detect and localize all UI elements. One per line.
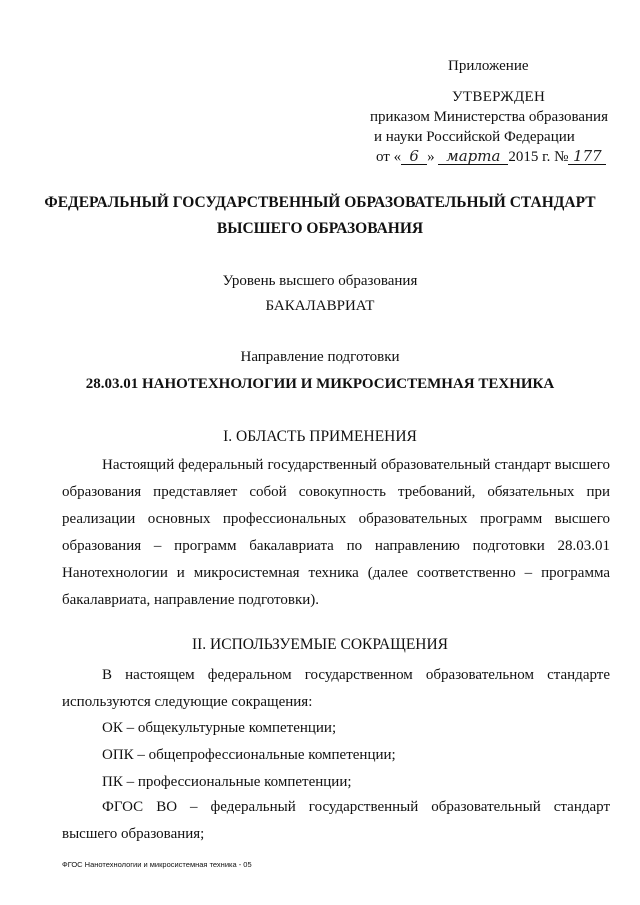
abbreviation-item-pk: ПК – профессиональные компетенции; <box>102 774 352 790</box>
abbreviation-item-opk: ОПК – общепрофессиональные компетенции; <box>102 747 396 763</box>
section1-paragraph: Настоящий федеральный государственный образовательный стандарт высшего образования представляет собой совокупность требований, обязательных при реализации основных профессиональных образовательных программ высшего образования – программ бакалавриата по направлению подготовки 28.03.01 Нанотехнологии и микросистемная техника (далее соответственно – программа бакалавриата, направление подготовки). <box>62 457 610 608</box>
abbreviation-item-fgos: ФГОС ВО – федеральный государственный образовательный стандарт высшего образования; <box>62 799 610 842</box>
order-date-prefix: от « <box>376 149 402 165</box>
order-number: 177 <box>568 148 606 165</box>
appendix-label: Приложение <box>448 58 529 74</box>
order-day: 6 <box>401 148 427 165</box>
section2-intro: В настоящем федеральном государственном образовательном стандарте используются следующие сокращения: <box>62 667 610 710</box>
order-date-line <box>376 147 606 167</box>
direction-label: Направление подготовки <box>240 349 400 365</box>
order-issuer-line1: приказом Министерства образования <box>370 109 608 125</box>
standard-title <box>0 190 640 242</box>
education-level-label: Уровень высшего образования <box>222 273 418 289</box>
order-issuer-line2: и науки Российской Федерации <box>374 129 575 145</box>
order-date-mid: » <box>427 149 435 165</box>
abbreviation-item-ok: ОК – общекультурные компетенции; <box>102 720 337 736</box>
section2-heading: II. ИСПОЛЬЗУЕМЫЕ СОКРАЩЕНИЯ <box>191 636 449 653</box>
direction-value: 28.03.01 НАНОТЕХНОЛОГИИ И МИКРОСИСТЕМНАЯ ТЕХНИКА <box>85 376 555 392</box>
approved-label: УТВЕРЖДЕН <box>452 89 546 105</box>
standard-title-line1: ФЕДЕРАЛЬНЫЙ ГОСУДАРСТВЕННЫЙ ОБРАЗОВАТЕЛЬНЫЙ СТАНДАРТ <box>44 194 596 211</box>
order-year: 2015 г. № <box>508 149 569 165</box>
education-level-value: БАКАЛАВРИАТ <box>265 298 375 314</box>
section1-heading: I. ОБЛАСТЬ ПРИМЕНЕНИЯ <box>223 428 417 445</box>
order-month: марта <box>438 148 508 165</box>
standard-title-line2: ВЫСШЕГО ОБРАЗОВАНИЯ <box>216 220 424 237</box>
page-footer: ФГОС Нанотехнологии и микросистемная техника - 05 <box>62 860 252 869</box>
